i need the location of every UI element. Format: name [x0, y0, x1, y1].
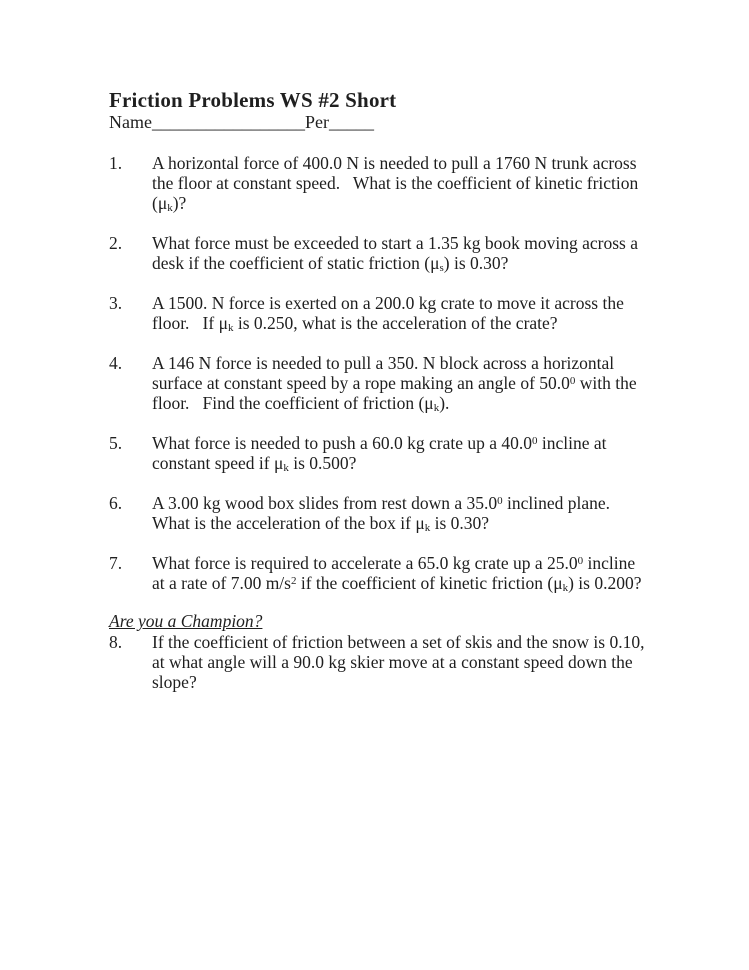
problem-line: What force is needed to push a 60.0 kg crate up a 40.0$^0$ incline at: [152, 433, 607, 453]
problem-line: A 146 N force is needed to pull a 350. N block across a horizontal: [152, 353, 615, 373]
problem-line: What force must be exceeded to start a 1.35 kg book moving across a: [152, 233, 638, 253]
problem-line: A 1500. N force is exerted on a 200.0 kg crate to move it across the: [152, 293, 624, 313]
page-title: Friction Problems WS #2 Short: [109, 88, 397, 112]
problem-item: [109, 353, 709, 413]
problem-line: floor. If $\mu_k$ is 0.250, what is the acceleration of the crate?: [152, 313, 558, 335]
problem-line: at a rate of 7.00 $m/s^2$ if the coefficient of kinetic friction $(\mu_k)$ is 0.200?: [152, 573, 642, 595]
problem-item: [109, 553, 709, 593]
problems-list: [109, 153, 709, 692]
name-per-line: [109, 112, 709, 133]
problem-line: If the coefficient of friction between a set of skis and the snow is 0.10,: [152, 632, 645, 652]
per-label: Per: [304, 112, 329, 132]
problem-item: [109, 433, 709, 473]
problem-number: 6.: [109, 493, 123, 513]
problem-line: floor. Find the coefficient of friction $(\mu_k)$.: [152, 393, 450, 415]
problem-line: at what angle will a 90.0 kg skier move at a constant speed down the: [152, 652, 633, 672]
problem-line: desk if the coefficient of static friction $(\mu_s)$ is 0.30?: [152, 253, 509, 275]
problem-text: [152, 632, 644, 692]
problem-number: 8.: [109, 632, 123, 652]
problem-number: 5.: [109, 433, 123, 453]
problem-line: slope?: [152, 672, 197, 692]
problem-line: constant speed if $\mu_k$ is 0.500?: [152, 453, 357, 475]
problem-line: What is the acceleration of the box if $\mu_k$ is 0.30?: [152, 513, 490, 535]
name-blank: _________________: [151, 112, 305, 132]
problem-item: [109, 632, 709, 692]
problem-text: [152, 233, 638, 273]
problem-number: 2.: [109, 233, 123, 253]
problem-text: [152, 353, 637, 413]
problem-item: [109, 493, 709, 533]
problem-text: [152, 293, 624, 333]
per-blank: _____: [328, 112, 374, 132]
problem-line: What force is required to accelerate a 65.0 kg crate up a 25.0$^0$ incline: [152, 553, 636, 573]
problem-item: [109, 153, 709, 213]
problem-text: [152, 153, 638, 213]
problem-line: the floor at constant speed. What is the coefficient of kinetic friction: [152, 173, 639, 193]
problem-text: [152, 553, 642, 593]
problem-number: 7.: [109, 553, 123, 573]
problem-line: A horizontal force of 400.0 N is needed to pull a 1760 N trunk across: [152, 153, 637, 173]
problem-line: A 3.00 kg wood box slides from rest down a 35.0$^0$ inclined plane.: [152, 493, 611, 513]
problem-line: $(\mu_k)$?: [152, 193, 187, 215]
name-label: Name: [109, 112, 152, 132]
problem-item: [109, 233, 709, 273]
problem-text: [152, 433, 607, 473]
problem-number: 4.: [109, 353, 123, 373]
problem-number: 1.: [109, 153, 123, 173]
problem-item: [109, 293, 709, 333]
problem-text: [152, 493, 610, 533]
champion-heading: Are you a Champion?: [109, 611, 263, 631]
problem-line: surface at constant speed by a rope making an angle of 50.0$^0$ with the: [152, 373, 637, 393]
problem-number: 3.: [109, 293, 123, 313]
worksheet-content: [109, 88, 709, 692]
